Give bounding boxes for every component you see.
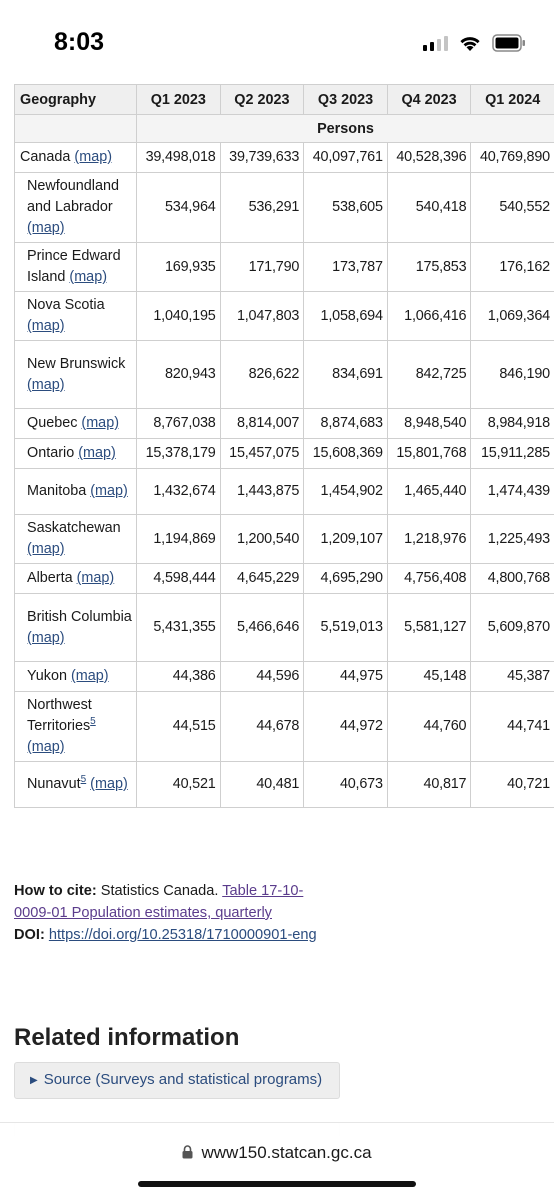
population-value-cell: 40,521 xyxy=(137,762,221,808)
population-value-cell: 40,769,890 xyxy=(471,143,554,173)
population-value-cell: 173,787 xyxy=(304,243,388,292)
geography-name: Quebec xyxy=(27,415,78,431)
population-value-cell: 834,691 xyxy=(304,341,388,409)
population-value-cell: 15,457,075 xyxy=(220,439,304,469)
table-row xyxy=(15,594,554,662)
url-display[interactable] xyxy=(0,1143,554,1164)
population-value-cell: 15,378,179 xyxy=(137,439,221,469)
status-time: 8:03 xyxy=(54,28,105,56)
footnote-link[interactable]: 5 xyxy=(80,774,87,786)
map-link[interactable]: (map) xyxy=(27,739,65,755)
population-value-cell: 39,739,633 xyxy=(220,143,304,173)
table-row xyxy=(15,341,554,409)
population-value-cell: 1,058,694 xyxy=(304,292,388,341)
population-value-cell: 1,194,869 xyxy=(137,515,221,564)
population-value-cell: 45,387 xyxy=(471,662,554,692)
population-value-cell: 4,645,229 xyxy=(220,564,304,594)
population-value-cell: 4,756,408 xyxy=(387,564,471,594)
map-link[interactable]: (map) xyxy=(27,318,65,334)
table-row xyxy=(15,564,554,594)
population-value-cell: 8,814,007 xyxy=(220,409,304,439)
units-blank-cell xyxy=(15,115,137,143)
table-row xyxy=(15,515,554,564)
geography-cell xyxy=(15,439,137,469)
column-header-q4-2023: Q4 2023 xyxy=(387,85,471,115)
column-header-q1-2024: Q1 2024 xyxy=(471,85,554,115)
map-link[interactable]: (map) xyxy=(27,376,65,393)
table-row xyxy=(15,469,554,515)
url-text: www150.statcan.gc.ca xyxy=(201,1143,372,1162)
table-row xyxy=(15,243,554,292)
map-link[interactable]: (map) xyxy=(27,629,65,646)
population-value-cell: 1,066,416 xyxy=(387,292,471,341)
population-value-cell: 40,097,761 xyxy=(304,143,388,173)
geography-cell xyxy=(15,515,137,564)
geography-cell xyxy=(15,173,137,243)
population-value-cell: 5,466,646 xyxy=(220,594,304,662)
table-row xyxy=(15,292,554,341)
table-body xyxy=(15,143,554,808)
table-units-row xyxy=(15,115,554,143)
geography-name: Northwest Territories xyxy=(27,697,92,734)
population-value-cell: 44,975 xyxy=(304,662,388,692)
map-link[interactable]: (map) xyxy=(81,415,119,431)
population-value-cell: 8,948,540 xyxy=(387,409,471,439)
population-value-cell: 40,721 xyxy=(471,762,554,808)
population-value-cell: 4,598,444 xyxy=(137,564,221,594)
lock-icon xyxy=(182,1144,193,1164)
doi-link[interactable]: https://doi.org/10.25318/1710000901-eng xyxy=(48,927,317,943)
population-value-cell: 44,515 xyxy=(137,692,221,762)
population-value-cell: 171,790 xyxy=(220,243,304,292)
population-value-cell: 820,943 xyxy=(137,341,221,409)
population-value-cell: 536,291 xyxy=(220,173,304,243)
geography-cell xyxy=(15,292,137,341)
population-value-cell: 1,465,440 xyxy=(387,469,471,515)
geography-name: Ontario xyxy=(27,445,75,461)
population-value-cell: 45,148 xyxy=(387,662,471,692)
table-header-row xyxy=(15,85,554,115)
population-value-cell: 1,047,803 xyxy=(220,292,304,341)
geography-cell xyxy=(15,594,137,662)
population-value-cell: 5,519,013 xyxy=(304,594,388,662)
population-table xyxy=(14,84,554,808)
citation-block xyxy=(14,880,334,946)
population-value-cell: 1,474,439 xyxy=(471,469,554,515)
population-value-cell: 39,498,018 xyxy=(137,143,221,173)
geography-cell xyxy=(15,762,137,808)
population-value-cell: 5,581,127 xyxy=(387,594,471,662)
population-table-container xyxy=(14,84,554,808)
column-header-geography: Geography xyxy=(15,85,137,115)
population-value-cell: 15,801,768 xyxy=(387,439,471,469)
population-value-cell: 1,218,976 xyxy=(387,515,471,564)
column-header-q3-2023: Q3 2023 xyxy=(304,85,388,115)
population-value-cell: 4,695,290 xyxy=(304,564,388,594)
population-value-cell: 538,605 xyxy=(304,173,388,243)
column-header-q2-2023: Q2 2023 xyxy=(220,85,304,115)
geography-cell xyxy=(15,341,137,409)
wifi-icon xyxy=(458,34,482,52)
geography-name: Alberta xyxy=(27,570,73,586)
table-row xyxy=(15,662,554,692)
population-value-cell: 846,190 xyxy=(471,341,554,409)
geography-name: Nunavut xyxy=(27,776,81,792)
geography-name: Prince Edward Island xyxy=(27,248,121,285)
map-link[interactable]: (map) xyxy=(71,668,109,684)
geography-name: British Columbia xyxy=(27,608,132,625)
battery-icon xyxy=(492,34,526,52)
population-value-cell: 176,162 xyxy=(471,243,554,292)
geography-cell xyxy=(15,143,137,173)
table-row xyxy=(15,173,554,243)
population-value-cell: 1,040,195 xyxy=(137,292,221,341)
map-link[interactable]: (map) xyxy=(69,269,107,285)
population-value-cell: 40,528,396 xyxy=(387,143,471,173)
population-value-cell: 175,853 xyxy=(387,243,471,292)
population-value-cell: 44,972 xyxy=(304,692,388,762)
population-value-cell: 5,431,355 xyxy=(137,594,221,662)
geography-name: Canada xyxy=(20,149,71,165)
geography-cell xyxy=(15,564,137,594)
map-link[interactable]: (map) xyxy=(74,149,113,165)
map-link[interactable]: (map) xyxy=(76,570,115,586)
population-value-cell: 44,596 xyxy=(220,662,304,692)
population-value-cell: 169,935 xyxy=(137,243,221,292)
geography-name: Yukon xyxy=(27,668,68,684)
status-icons xyxy=(423,34,526,52)
population-value-cell: 44,741 xyxy=(471,692,554,762)
population-value-cell: 1,209,107 xyxy=(304,515,388,564)
table-row xyxy=(15,409,554,439)
geography-cell xyxy=(15,469,137,515)
population-value-cell: 540,418 xyxy=(387,173,471,243)
population-value-cell: 44,678 xyxy=(220,692,304,762)
population-value-cell: 534,964 xyxy=(137,173,221,243)
population-value-cell: 40,673 xyxy=(304,762,388,808)
geography-cell xyxy=(15,409,137,439)
browser-url-bar[interactable] xyxy=(0,1122,554,1200)
population-value-cell: 5,609,870 xyxy=(471,594,554,662)
population-value-cell: 44,760 xyxy=(387,692,471,762)
population-value-cell: 1,443,875 xyxy=(220,469,304,515)
population-value-cell: 15,608,369 xyxy=(304,439,388,469)
home-indicator[interactable] xyxy=(138,1181,416,1187)
geography-name: Nova Scotia xyxy=(27,297,105,313)
source-accordion-label: Source (Surveys and statistical programs) xyxy=(43,1071,323,1088)
citation-source: Statistics Canada. xyxy=(100,883,219,899)
population-value-cell: 15,911,285 xyxy=(471,439,554,469)
cellular-signal-icon xyxy=(423,35,448,51)
population-value-cell: 826,622 xyxy=(220,341,304,409)
population-value-cell: 1,454,902 xyxy=(304,469,388,515)
population-value-cell: 40,817 xyxy=(387,762,471,808)
table-row xyxy=(15,439,554,469)
geography-cell xyxy=(15,692,137,762)
table-row xyxy=(15,762,554,808)
population-value-cell: 540,552 xyxy=(471,173,554,243)
geography-cell xyxy=(15,662,137,692)
footnote-link[interactable]: 5 xyxy=(90,716,96,728)
source-accordion-toggle[interactable] xyxy=(14,1062,340,1099)
disclosure-triangle-icon: ▶ xyxy=(30,1075,38,1086)
population-value-cell: 1,225,493 xyxy=(471,515,554,564)
column-header-q1-2023: Q1 2023 xyxy=(137,85,221,115)
map-link[interactable]: (map) xyxy=(78,445,116,461)
units-label: Persons xyxy=(137,115,554,143)
population-value-cell: 8,767,038 xyxy=(137,409,221,439)
map-link[interactable]: (map) xyxy=(27,220,65,236)
map-link[interactable]: (map) xyxy=(90,776,128,792)
population-value-cell: 8,984,918 xyxy=(471,409,554,439)
geography-name: Newfoundland and Labrador xyxy=(27,178,120,215)
population-value-cell: 1,200,540 xyxy=(220,515,304,564)
related-information-heading: Related information xyxy=(14,1024,240,1051)
population-value-cell: 44,386 xyxy=(137,662,221,692)
population-value-cell: 4,800,768 xyxy=(471,564,554,594)
map-link[interactable]: (map) xyxy=(90,483,128,499)
geography-cell xyxy=(15,243,137,292)
doi-label: DOI: xyxy=(14,927,45,943)
geography-name: New Brunswick xyxy=(27,355,126,372)
map-link[interactable]: (map) xyxy=(27,541,65,557)
population-value-cell: 40,481 xyxy=(220,762,304,808)
geography-name: Manitoba xyxy=(27,483,87,499)
population-value-cell: 8,874,683 xyxy=(304,409,388,439)
how-to-cite-label: How to cite: xyxy=(14,883,97,899)
population-value-cell: 842,725 xyxy=(387,341,471,409)
status-bar xyxy=(0,0,554,82)
geography-name: Saskatchewan xyxy=(27,520,121,536)
table-row xyxy=(15,143,554,173)
citation-table-link[interactable]: Table 17-10-0009-01 Population estimates, quarterly xyxy=(14,883,304,921)
table-row xyxy=(15,692,554,762)
population-value-cell: 1,432,674 xyxy=(137,469,221,515)
population-value-cell: 1,069,364 xyxy=(471,292,554,341)
